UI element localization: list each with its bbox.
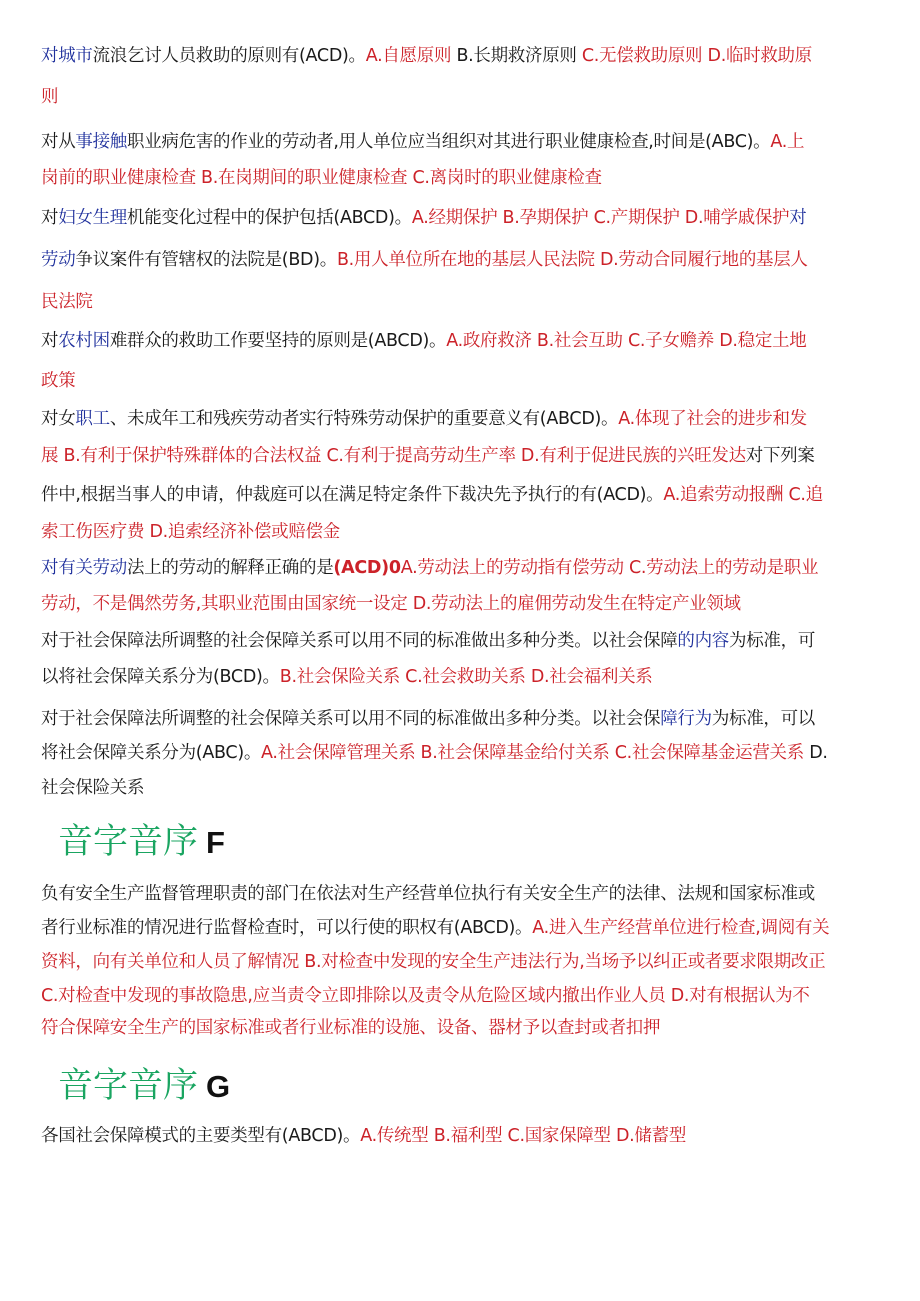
highlight-span: 对城市 — [41, 46, 93, 66]
question-text: 者行业标准的情况进行监督检查时，可以行使的职权有(ABCD)。 — [41, 918, 533, 938]
answer-text: A.体现了社会的进步和发 — [618, 409, 807, 429]
text-line — [41, 1122, 686, 1147]
answer-text: A.进入生产经营单位进行检查,调阅有关 — [532, 918, 830, 938]
text-line — [41, 327, 806, 352]
question-text: 为标准，可以 — [711, 709, 816, 729]
option-text: D. — [809, 743, 828, 763]
text-line — [41, 982, 810, 1007]
question-text: 争议案件有管辖权的法院是(BD)。 — [75, 250, 337, 270]
question-text: 负有安全生产监督管理职责的部门在依法对生产经营单位执行有关安全生产的法律、法规和国家标准或 — [41, 884, 815, 904]
text-line — [41, 774, 144, 799]
question-text: 难群众的救助工作要坚持的原则是(ABCD)。 — [109, 331, 447, 351]
question-text: 件中,根据当事人的申请，仲裁庭可以在满足特定条件下裁决先予执行的有(ACD)。 — [41, 485, 664, 505]
highlight-span: 的内容 — [677, 631, 730, 651]
question-text: 机能变化过程中的保护包括(ABCD)。 — [127, 208, 412, 228]
text-line — [41, 739, 828, 764]
text-line — [41, 83, 58, 108]
question-text: 各国社会保障模式的主要类型有(ABCD)。 — [41, 1126, 361, 1146]
question-text: 、未成年工和残疾劳动者实行特殊劳动保护的重要意义有(ABCD)。 — [109, 409, 619, 429]
answer-text: A.上 — [770, 132, 805, 152]
question-text: 对从 — [41, 132, 76, 152]
question-text: 将社会保障关系分为(ABC)。 — [41, 743, 262, 763]
answer-text: A.自愿原则 — [365, 46, 457, 66]
question-text: 流浪乞讨人员救助的原则有(ACD)。 — [92, 46, 366, 66]
section-heading-letter: G — [206, 1069, 231, 1104]
text-line — [41, 554, 818, 579]
text-line — [41, 164, 602, 189]
text-line — [41, 204, 806, 229]
text-line — [41, 627, 815, 652]
answer-text: B.用人单位所在地的基层人民法院 D.劳动合同履行地的基层人 — [336, 250, 808, 270]
question-text: 以将社会保障关系分为(BCD)。 — [41, 667, 280, 687]
question-text: 对女 — [41, 409, 76, 429]
section-heading-label: 音字音序 — [58, 822, 199, 862]
answer-text: A.政府救济 B.社会互助 C.子女赡养 D.稳定土地 — [446, 331, 807, 351]
question-text: 为标准，可 — [729, 631, 816, 651]
section-heading-f — [58, 814, 225, 864]
highlight-span: 对 — [789, 208, 807, 228]
answer-text: A.追索劳动报酬 C.追 — [663, 485, 823, 505]
question-text: 对于社会保障法所调整的社会保障关系可以用不同的标准做出多种分类。以社会保障 — [41, 631, 678, 651]
text-line — [41, 914, 829, 939]
answer-text: A.劳动法上的劳动指有偿劳动 C.劳动法上的劳动是职业 — [400, 558, 819, 578]
text-line — [41, 948, 825, 973]
text-line — [41, 442, 815, 467]
option-text: B.长期救济原则 — [456, 46, 582, 66]
option-text: 社会保险关系 — [41, 778, 145, 798]
text-line — [41, 42, 812, 67]
highlight-span: 事接触 — [75, 132, 128, 152]
question-text: 案 — [797, 446, 815, 466]
text-line — [41, 481, 823, 506]
text-line — [41, 663, 652, 688]
question-text: 对下列 — [745, 446, 798, 466]
answer-text: 资料，向有关单位和人员了解情况 B.对检查中发现的安全生产违法行为,当场予以纠正或者要求限期改正 — [41, 952, 826, 972]
answer-text: A.经期保护 B.孕期保护 C.产期保护 D.哺学戚保护 — [411, 208, 790, 228]
highlight-span: 障行为 — [660, 709, 712, 729]
text-line — [41, 590, 741, 615]
answer-text: 符合保障安全生产的国家标准或者行业标准的设施、设备、器材予以查封或者扣押 — [41, 1018, 661, 1038]
answer-text: 展 B.有利于保护特殊群体的合法权益 C.有利于提高劳动生产率 D.有利于促进民族的兴旺发达 — [41, 446, 746, 466]
question-text: 对 — [41, 208, 59, 228]
answer-text: B.社会保险关系 C.社会救助关系 D.社会福利关系 — [279, 667, 653, 687]
section-heading-letter: F — [206, 825, 225, 860]
answer-text: 政策 — [41, 371, 76, 391]
text-line — [41, 880, 815, 905]
text-line — [41, 288, 93, 313]
section-heading-label: 音字音序 — [58, 1066, 199, 1106]
answer-text: C.对检查中发现的事故隐患,应当责令立即排除以及责令从危险区域内撤出作业人员 D.对有根据认为不 — [41, 986, 810, 1006]
answer-text: 索工伤医疗费 D.追索经济补偿或赔偿金 — [41, 522, 340, 542]
text-line — [41, 518, 340, 543]
highlight-span: 劳动 — [41, 250, 76, 270]
highlight-span: 职工 — [75, 409, 110, 429]
question-text: 法上的劳动的解释正确的是 — [127, 558, 334, 578]
highlight-span: 农村困 — [58, 331, 110, 351]
highlight-span: 妇女生理 — [58, 208, 128, 228]
text-line — [41, 1014, 660, 1039]
text-line — [41, 246, 808, 271]
text-line — [41, 128, 804, 153]
answer-text: 劳动，不是偶然劳务,其职业范围由国家统一设定 D.劳动法上的雇佣劳动发生在特定产业领域 — [41, 594, 741, 614]
question-text: 对 — [41, 331, 59, 351]
question-text: 职业病危害的作业的劳动者,用人单位应当组织对其进行职业健康检查,时间是(ABC)。 — [127, 132, 771, 152]
answer-text: C.无偿救助原则 D.临时救助原 — [581, 46, 812, 66]
question-text: 对于社会保障法所调整的社会保障关系可以用不同的标准做出多种分类。以社会保 — [41, 709, 661, 729]
answer-text: 岗前的职业健康检查 B.在岗期间的职业健康检查 C.离岗时的职业健康检查 — [41, 168, 602, 188]
text-line — [41, 405, 807, 430]
answer-text: 民法院 — [41, 292, 93, 312]
answer-key: (ACD)0 — [333, 558, 401, 578]
answer-text: A.传统型 B.福利型 C.国家保障型 D.储蓄型 — [360, 1126, 687, 1146]
answer-text: 则 — [41, 87, 59, 107]
answer-text: A.社会保障管理关系 B.社会保障基金给付关系 C.社会保障基金运营关系 — [261, 743, 810, 763]
highlight-span: 对有关劳动 — [41, 558, 127, 578]
text-line — [41, 705, 815, 730]
text-line — [41, 367, 75, 392]
section-heading-g — [58, 1058, 230, 1108]
